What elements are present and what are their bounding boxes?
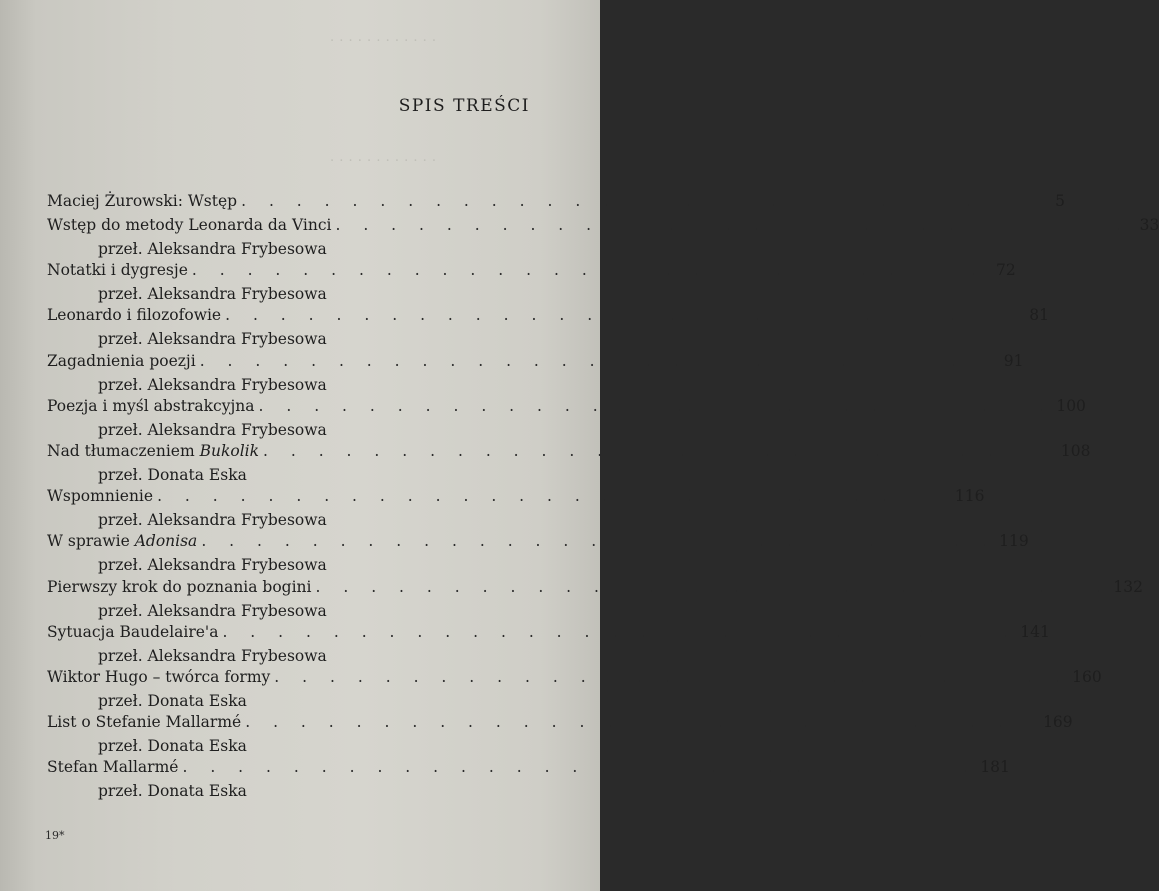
entry-title: [47, 442, 259, 460]
toc-entry: [47, 577, 1143, 623]
dot-leader: . . . . . . . . . . . . . . . . . . . . . . . . . . . . .: [182, 758, 977, 777]
show-through-text: . . . . . . . . . . . .: [330, 30, 437, 45]
entry-title-prefix: Nad tłumaczeniem: [47, 441, 200, 460]
entry-translator: przeł. Aleksandra Frybesowa: [98, 330, 327, 349]
entry-page-number: 108: [1060, 441, 1091, 460]
dot-leader: . . . . . . . . . . . . . . . . . . . . . . . . . . . . .: [315, 577, 1110, 596]
entry-page-number: 81: [1029, 306, 1049, 325]
entry-translator: przeł. Donata Eska: [98, 465, 247, 484]
entry-page-number: 141: [1020, 622, 1050, 641]
dot-leader: . . . . . . . . . . . . . . . . . . . . . . . . . . . . .: [274, 667, 1069, 686]
toc-entry: [47, 306, 1049, 351]
entry-title-italic: Bukolik: [199, 441, 259, 460]
toc-entry: [47, 667, 1102, 713]
entry-title-italic: Adonisa: [134, 532, 198, 551]
dot-leader: . . . . . . . . . . . . . . . . . . . . . . . . . . . . .: [258, 396, 1053, 415]
entry-page-number: 169: [1043, 713, 1073, 732]
entry-title: Sytuacja Baudelaire'a: [47, 622, 219, 641]
toc-entry: [47, 192, 1065, 216]
printer-signature: 19*: [45, 829, 65, 842]
dot-leader: . . . . . . . . . . . . . . . . . . . . . . . . . . . . .: [201, 532, 996, 551]
toc-entry: [47, 216, 1159, 261]
page-title: SPIS TREŚCI: [398, 96, 530, 116]
entry-title: Zagadnienia poezji: [47, 351, 196, 370]
dot-leader: . . . . . . . . . . . . . . . . . . . . . . . . . . . . .: [222, 622, 1017, 641]
entry-translator: przeł. Aleksandra Frybesowa: [98, 285, 327, 304]
toc-entry: [47, 713, 1073, 758]
dot-leader: . . . . . . . . . . . . . . . . . . . . . . . . . . . . .: [191, 261, 986, 280]
dot-leader: . . . . . . . . . . . . . . . . . . . . . . . . . . . . .: [245, 713, 1040, 732]
entry-translator: przeł. Aleksandra Frybesowa: [98, 556, 327, 575]
show-through-text: . . . . . . . . . . . .: [330, 150, 437, 165]
entry-translator: przeł. Aleksandra Frybesowa: [98, 601, 327, 620]
entry-page-number: 119: [999, 532, 1029, 551]
toc-entry: [47, 622, 1050, 668]
entry-translator: przeł. Aleksandra Frybesowa: [98, 420, 327, 439]
entry-page-number: 100: [1056, 396, 1086, 415]
entry-page-number: 91: [1003, 351, 1024, 370]
entry-page-number: 72: [995, 261, 1016, 280]
entry-page-number: 5: [1055, 192, 1065, 210]
entry-translator: przeł. Aleksandra Frybesowa: [98, 375, 327, 394]
entry-title: Wstęp do metody Leonarda da Vinci: [47, 216, 332, 234]
entry-title: Pierwszy krok do poznania bogini: [47, 577, 312, 596]
entry-page-number: 33: [1139, 216, 1159, 234]
entry-title: Leonardo i filozofowie: [47, 306, 222, 325]
entry-title: List o Stefanie Mallarmé: [47, 713, 242, 732]
toc-entry: [47, 441, 1091, 487]
entry-translator: przeł. Donata Eska: [98, 782, 247, 801]
entry-title: Wspomnienie: [47, 487, 154, 506]
toc-entry: [47, 758, 1010, 803]
toc-entry: [47, 396, 1086, 442]
entry-page-number: 116: [954, 487, 985, 506]
toc-entry: [47, 351, 1024, 397]
entry-title: [47, 532, 197, 550]
entry-title: Poezja i myśl abstrakcyjna: [47, 396, 255, 415]
entry-title-prefix: W sprawie: [47, 532, 135, 551]
entry-translator: przeł. Donata Eska: [98, 691, 247, 710]
dot-leader: . . . . . . . . . . . . . . . . . . . . . . . . . . . . .: [199, 351, 994, 370]
entry-translator: przeł. Donata Eska: [98, 737, 247, 756]
dot-leader: . . . . . . . . . . . . . . . . . . . . . . . . . . . . .: [241, 192, 1035, 210]
entry-page-number: 160: [1072, 667, 1102, 686]
entry-translator: przeł. Aleksandra Frybesowa: [98, 646, 327, 665]
toc-entry: [47, 532, 1029, 577]
entry-translator: przeł. Aleksandra Frybesowa: [98, 511, 327, 530]
dot-leader: . . . . . . . . . . . . . . . . . . . . . . . . . . . . .: [335, 216, 1130, 234]
table-of-contents: [47, 192, 1159, 803]
dot-leader: . . . . . . . . . . . . . . . . . . . . . . . . . . . . .: [225, 306, 1019, 325]
entry-title: Maciej Żurowski: Wstęp: [47, 192, 238, 210]
toc-entry: [47, 261, 1016, 306]
toc-entry: [47, 487, 985, 532]
entry-page-number: 181: [980, 758, 1010, 777]
entry-title: Wiktor Hugo – twórca formy: [47, 667, 271, 686]
dot-leader: . . . . . . . . . . . . . . . . . . . . . . . . . . . . .: [157, 487, 951, 506]
entry-translator: przeł. Aleksandra Frybesowa: [98, 240, 327, 258]
dot-leader: . . . . . . . . . . . . . . . . . . . . . . . . . . . . .: [263, 441, 1057, 460]
entry-title: Stefan Mallarmé: [47, 758, 179, 777]
entry-title: Notatki i dygresje: [47, 261, 188, 280]
entry-page-number: 132: [1113, 577, 1143, 596]
